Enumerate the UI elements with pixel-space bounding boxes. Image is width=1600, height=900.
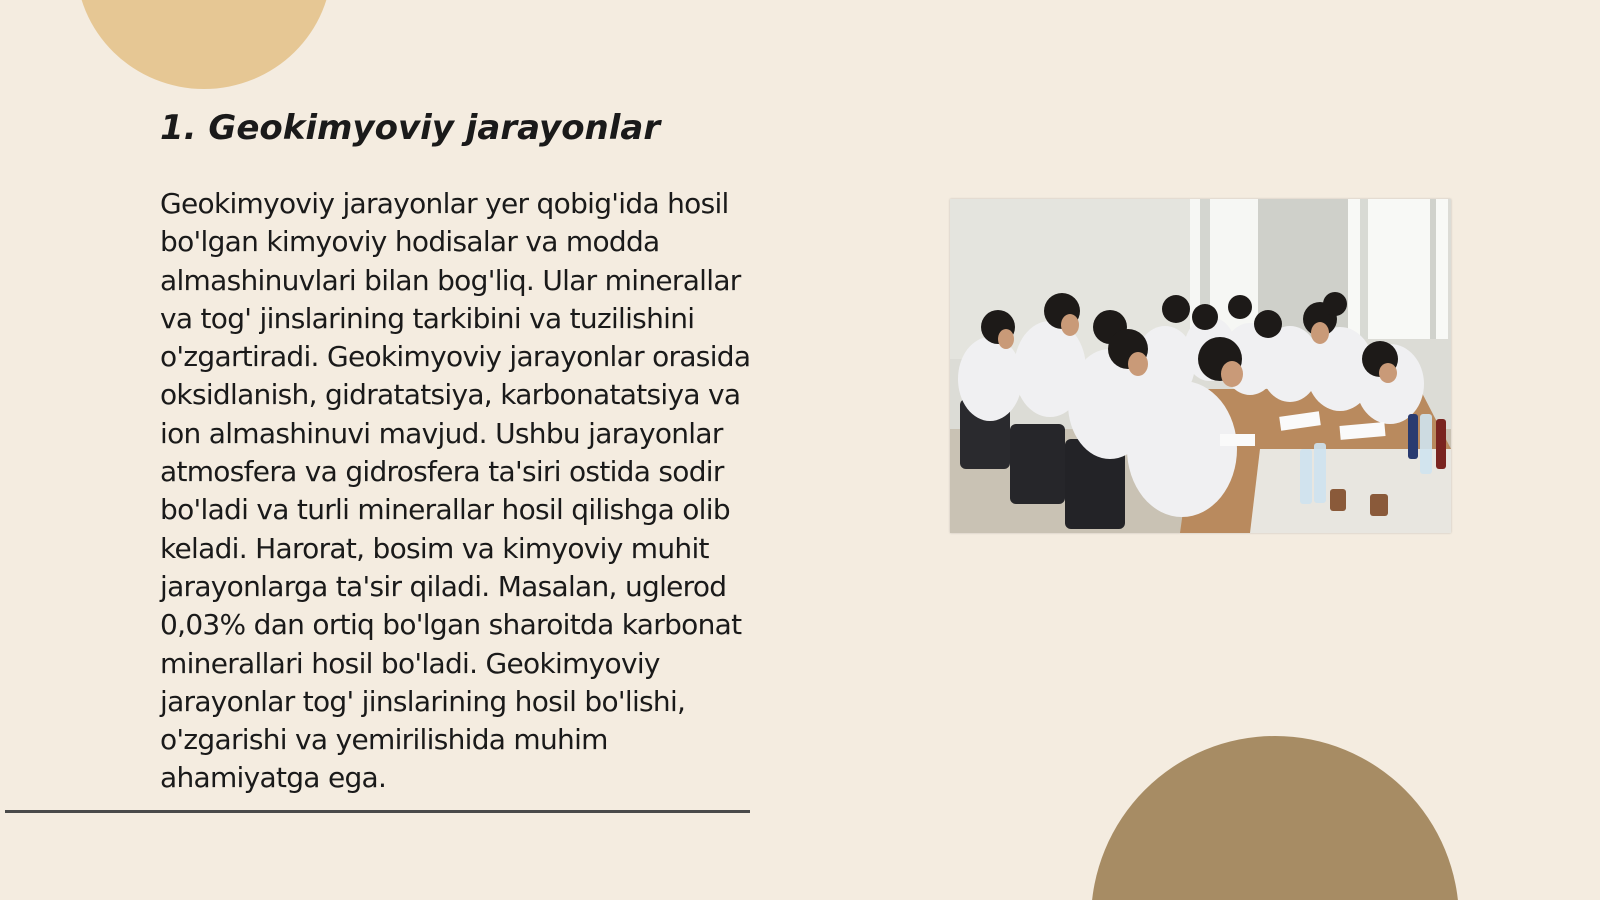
body-line: ion almashinuvi mavjud. Ushbu jarayonlar: [160, 416, 723, 450]
slide-title: 1. Geokimyoviy jarayonlar: [160, 108, 661, 148]
body-line: o'zgartiradi. Geokimyoviy jarayonlar orasida: [160, 340, 751, 374]
body-line: va tog' jinslarining tarkibini va tuzilishini: [160, 301, 695, 335]
body-line: keladi. Harorat, bosim va kimyoviy muhit: [160, 531, 709, 565]
divider-line: [5, 810, 750, 813]
body-paragraph: [160, 185, 860, 798]
body-line: o'zgarishi va yemirilishida muhim: [160, 723, 608, 757]
body-line: oksidlanish, gidratatsiya, karbonatatsiya va: [160, 378, 741, 412]
body-line: bo'lgan kimyoviy hodisalar va modda: [160, 225, 660, 259]
body-line: 0,03% dan ortiq bo'lgan sharoitda karbonat: [160, 608, 742, 642]
body-line: almashinuvlari bilan bog'liq. Ular minerallar: [160, 263, 741, 297]
body-line: atmosfera va gidrosfera ta'siri ostida sodir: [160, 455, 724, 489]
body-line: bo'ladi va turli minerallar hosil qilishga olib: [160, 493, 730, 527]
body-line: jarayonlarga ta'sir qiladi. Masalan, uglerod: [160, 569, 727, 603]
body-line: Geokimyoviy jarayonlar yer qobig'ida hosil: [160, 187, 729, 220]
decorative-circle-top: [76, 0, 332, 89]
body-line: jarayonlar tog' jinslarining hosil bo'lishi,: [160, 684, 686, 718]
classroom-photo: [950, 199, 1451, 533]
decorative-circle-bottom: [1091, 736, 1459, 900]
body-line: minerallari hosil bo'ladi. Geokimyoviy: [160, 646, 660, 680]
body-line: ahamiyatga ega.: [160, 761, 387, 795]
